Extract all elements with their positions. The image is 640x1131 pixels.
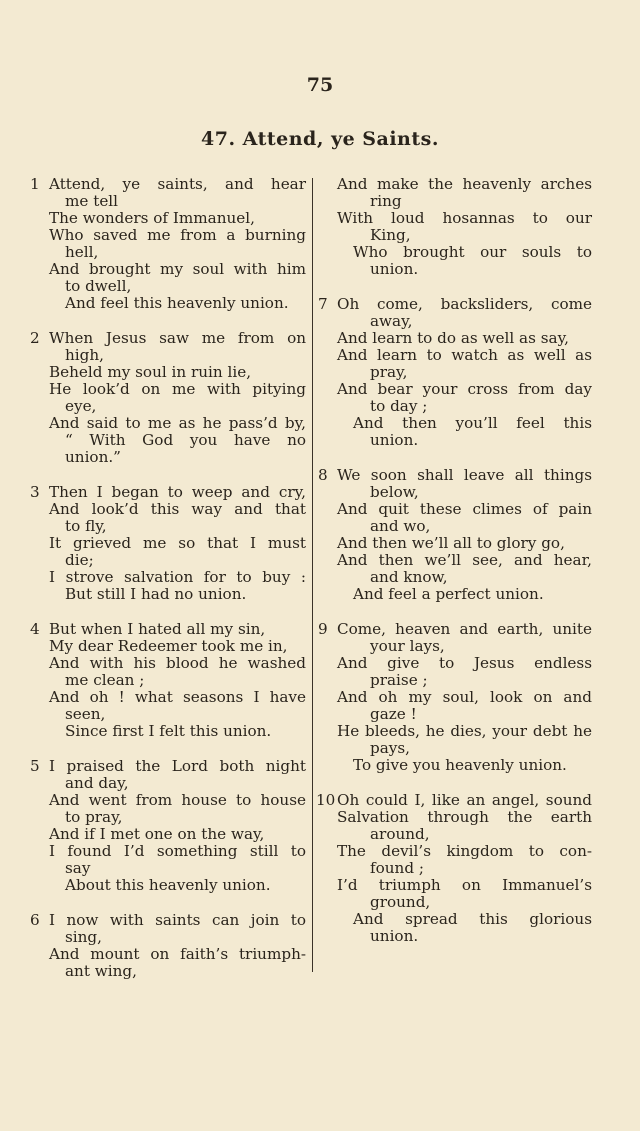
stanza-number: 4 — [30, 620, 40, 638]
stanza-line — [30, 843, 306, 860]
line-text: union.” — [65, 448, 121, 466]
stanza — [318, 792, 592, 945]
line-text: ground, — [370, 893, 431, 911]
line-text: And learn to watch as well as — [337, 346, 592, 364]
line-text: My dear Redeemer took me in, — [49, 637, 288, 655]
stanza-line — [30, 432, 306, 449]
line-text: And spread this glorious — [353, 910, 592, 928]
stanza-number: 10 — [316, 791, 336, 809]
stanza-line — [30, 638, 306, 655]
stanza-line — [318, 638, 592, 655]
stanza-line — [30, 227, 306, 244]
line-text: The devil’s kingdom to con- — [337, 842, 592, 860]
stanza-line — [30, 449, 306, 466]
line-text: It grieved me so that I must — [49, 534, 306, 552]
line-text: Oh could I, like an angel, sound — [337, 791, 592, 809]
stanza-line — [318, 364, 592, 381]
stanza-line — [318, 757, 592, 774]
stanza-line — [318, 552, 592, 569]
stanza-line — [318, 723, 592, 740]
stanza-line — [30, 210, 306, 227]
right-column — [318, 176, 592, 945]
stanza-line — [318, 740, 592, 757]
stanza-line — [30, 877, 306, 894]
stanza-number: 6 — [30, 911, 40, 929]
stanza — [30, 330, 306, 466]
line-text: praise ; — [370, 671, 428, 689]
stanza-line — [318, 586, 592, 603]
stanza-line — [30, 518, 306, 535]
line-text: When Jesus saw me from on — [49, 329, 306, 347]
line-text: and day, — [65, 774, 129, 792]
line-text: I found I’d something still to — [49, 842, 306, 860]
line-text: around, — [370, 825, 430, 843]
stanza — [30, 176, 306, 312]
stanza-line — [318, 928, 592, 945]
stanza-line — [318, 792, 592, 809]
line-text: Then I began to weep and cry, — [49, 483, 306, 501]
stanza-line — [30, 261, 306, 278]
stanza-line — [30, 826, 306, 843]
stanza-line — [30, 176, 306, 193]
stanza-line — [30, 398, 306, 415]
stanza-line — [30, 415, 306, 432]
line-text: away, — [370, 312, 413, 330]
stanza-line — [318, 501, 592, 518]
stanza-line — [30, 347, 306, 364]
stanza-number: 1 — [30, 175, 40, 193]
stanza-line — [318, 313, 592, 330]
line-text: me tell — [65, 192, 119, 210]
stanza-line — [30, 758, 306, 775]
line-text: And feel this heavenly union. — [65, 294, 289, 312]
line-text: union. — [370, 431, 419, 449]
stanza-number: 3 — [30, 483, 40, 501]
stanza-line — [30, 535, 306, 552]
line-text: Beheld my soul in ruin lie, — [49, 363, 252, 381]
stanza — [318, 621, 592, 774]
line-text: He bleeds, he dies, your debt he — [337, 722, 592, 740]
line-text: And then you’ll feel this — [353, 414, 592, 432]
line-text: to day ; — [370, 397, 428, 415]
line-text: seen, — [65, 705, 106, 723]
stanza-line — [318, 296, 592, 313]
stanza-line — [30, 381, 306, 398]
stanza-line — [318, 826, 592, 843]
line-text: high, — [65, 346, 104, 364]
line-text: die; — [65, 551, 94, 569]
stanza-line — [30, 569, 306, 586]
line-text: And quit these climes of pain — [337, 500, 592, 518]
line-text: I strove salvation for to buy : — [49, 568, 306, 586]
hymn-title: 47. Attend, ye Saints. — [201, 128, 439, 150]
stanza — [30, 621, 306, 740]
stanza-line — [318, 467, 592, 484]
stanza-line — [318, 860, 592, 877]
stanza-line — [30, 364, 306, 381]
line-text: And bear your cross from day — [337, 380, 592, 398]
stanza-line — [318, 176, 592, 193]
stanza-line — [30, 552, 306, 569]
line-text: me clean ; — [65, 671, 145, 689]
stanza-line — [318, 518, 592, 535]
line-text: And then we’ll see, and hear, — [337, 551, 592, 569]
stanza-line — [30, 655, 306, 672]
stanza-line — [30, 723, 306, 740]
line-text: And make the heavenly arches — [337, 175, 592, 193]
stanza-line — [30, 912, 306, 929]
stanza-line — [30, 689, 306, 706]
line-text: Since first I felt this union. — [65, 722, 272, 740]
stanza-line — [30, 929, 306, 946]
stanza-line — [318, 689, 592, 706]
stanza-number: 9 — [318, 620, 328, 638]
stanza-line — [318, 193, 592, 210]
line-text: Come, heaven and earth, unite — [337, 620, 592, 638]
line-text: But still I had no union. — [65, 585, 247, 603]
stanza-line — [318, 706, 592, 723]
stanza-line — [318, 432, 592, 449]
stanza — [318, 467, 592, 603]
line-text: And said to me as he pass’d by, — [49, 414, 306, 432]
stanza-line — [30, 484, 306, 501]
line-text: Oh come, backsliders, come — [337, 295, 592, 313]
line-text: below, — [370, 483, 419, 501]
line-text: About this heavenly union. — [65, 876, 271, 894]
stanza-line — [318, 415, 592, 432]
line-text: found ; — [370, 859, 424, 877]
stanza-line — [318, 347, 592, 364]
stanza-line — [318, 843, 592, 860]
line-text: say — [65, 859, 91, 877]
stanza-line — [318, 484, 592, 501]
line-text: to pray, — [65, 808, 123, 826]
line-text: ant wing, — [65, 962, 137, 980]
line-text: ring — [370, 192, 402, 210]
stanza-number: 7 — [318, 295, 328, 313]
line-text: your lays, — [370, 637, 445, 655]
stanza-line — [30, 860, 306, 877]
line-text: And oh my soul, look on and — [337, 688, 592, 706]
line-text: pays, — [370, 739, 410, 757]
stanza-line — [318, 381, 592, 398]
stanza-line — [318, 244, 592, 261]
stanza-line — [318, 569, 592, 586]
line-text: pray, — [370, 363, 408, 381]
stanza-line — [30, 295, 306, 312]
line-text: to dwell, — [65, 277, 132, 295]
left-column — [30, 176, 306, 980]
stanza-line — [318, 809, 592, 826]
line-text: I praised the Lord both night — [49, 757, 306, 775]
line-text: union. — [370, 927, 419, 945]
line-text: And brought my soul with him — [49, 260, 306, 278]
page-number: 75 — [306, 74, 334, 96]
line-text: eye, — [65, 397, 97, 415]
stanza-line — [30, 621, 306, 638]
line-text: He look’d on me with pitying — [49, 380, 306, 398]
stanza-line — [318, 894, 592, 911]
stanza-line — [30, 672, 306, 689]
line-text: We soon shall leave all things — [337, 466, 592, 484]
stanza-line — [30, 706, 306, 723]
column-divider — [312, 178, 313, 972]
stanza-line — [318, 911, 592, 928]
stanza-line — [318, 261, 592, 278]
line-text: And oh ! what seasons I have — [49, 688, 306, 706]
stanza-line — [30, 809, 306, 826]
stanza-line — [30, 244, 306, 261]
stanza-line — [30, 193, 306, 210]
stanza — [318, 176, 592, 278]
stanza-line — [30, 946, 306, 963]
stanza-line — [318, 227, 592, 244]
line-text: But when I hated all my sin, — [49, 620, 266, 638]
stanza-line — [30, 586, 306, 603]
stanza-line — [30, 501, 306, 518]
stanza-line — [318, 210, 592, 227]
line-text: And if I met one on the way, — [49, 825, 265, 843]
line-text: I now with saints can join to — [49, 911, 306, 929]
line-text: With loud hosannas to our — [337, 209, 592, 227]
stanza-line — [318, 535, 592, 552]
line-text: And learn to do as well as say, — [337, 329, 569, 347]
stanza — [30, 484, 306, 603]
stanza-line — [318, 877, 592, 894]
line-text: Attend, ye saints, and hear — [49, 175, 306, 193]
stanza-number: 5 — [30, 757, 40, 775]
line-text: I’d triumph on Immanuel’s — [337, 876, 592, 894]
stanza-line — [30, 330, 306, 347]
stanza-line — [318, 621, 592, 638]
stanza-line — [318, 672, 592, 689]
stanza-line — [30, 775, 306, 792]
stanza-line — [30, 963, 306, 980]
line-text: To give you heavenly union. — [353, 756, 567, 774]
line-text: And look’d this way and that — [49, 500, 306, 518]
line-text: union. — [370, 260, 419, 278]
line-text: The wonders of Immanuel, — [49, 209, 255, 227]
stanza — [30, 758, 306, 894]
stanza-line — [30, 792, 306, 809]
stanza — [318, 296, 592, 449]
stanza-line — [30, 278, 306, 295]
line-text: Who brought our souls to — [353, 243, 592, 261]
line-text: King, — [370, 226, 411, 244]
line-text: gaze ! — [370, 705, 417, 723]
line-text: “ With God you have no — [65, 431, 306, 449]
line-text: hell, — [65, 243, 99, 261]
stanza-line — [318, 330, 592, 347]
stanza — [30, 912, 306, 980]
line-text: to fly, — [65, 517, 107, 535]
line-text: and know, — [370, 568, 448, 586]
line-text: And went from house to house — [49, 791, 306, 809]
stanza-line — [318, 398, 592, 415]
stanza-number: 8 — [318, 466, 328, 484]
line-text: and wo, — [370, 517, 431, 535]
line-text: And feel a perfect union. — [353, 585, 544, 603]
line-text: And mount on faith’s triumph- — [49, 945, 306, 963]
stanza-number: 2 — [30, 329, 40, 347]
line-text: Who saved me from a burning — [49, 226, 306, 244]
stanza-line — [318, 655, 592, 672]
line-text: And with his blood he washed — [49, 654, 306, 672]
line-text: Salvation through the earth — [337, 808, 592, 826]
line-text: And then we’ll all to glory go, — [337, 534, 565, 552]
line-text: And give to Jesus endless — [337, 654, 592, 672]
line-text: sing, — [65, 928, 102, 946]
